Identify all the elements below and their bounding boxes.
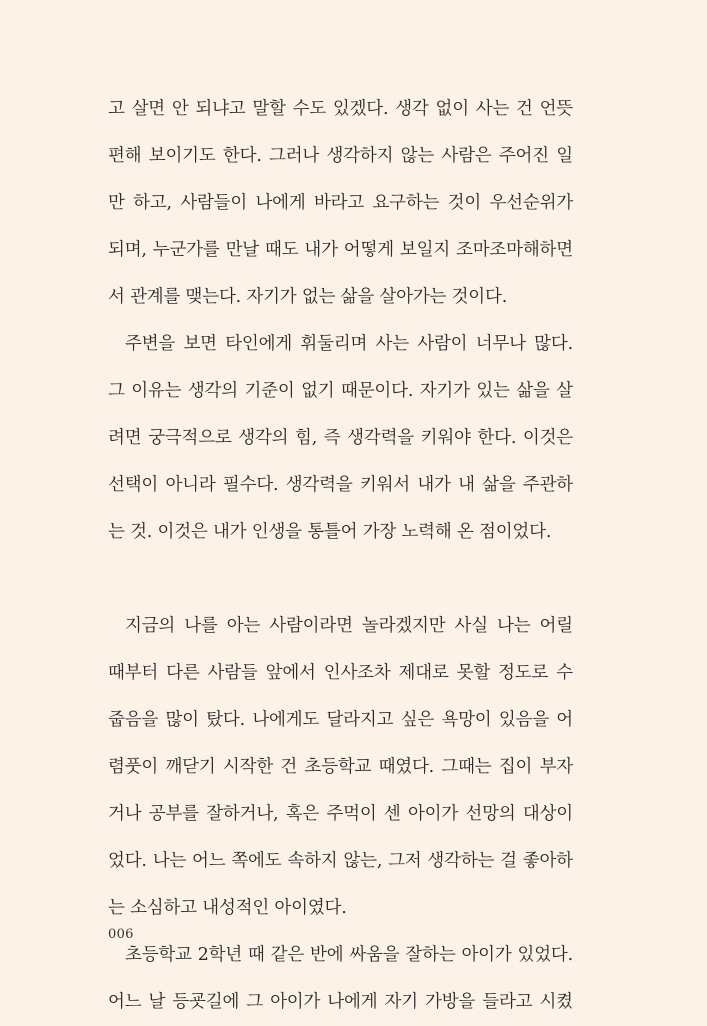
word: 주변을	[125, 334, 176, 354]
word: 탔다.	[206, 710, 245, 730]
text-line: 서 관계를 맺는다. 자기가 없는 삶을 살아가는 것이다.	[108, 287, 508, 307]
word: 수도	[292, 99, 327, 119]
word: 생각	[395, 99, 429, 119]
word: 잘하는	[405, 945, 456, 965]
word: 언뜻	[539, 99, 573, 119]
word: 쪽에도	[231, 851, 282, 871]
word: 내가	[417, 475, 451, 495]
word: 많다.	[534, 334, 573, 354]
word: 나에게도	[252, 710, 320, 730]
word: 제대로	[398, 663, 449, 683]
word: 누군가를	[152, 240, 220, 260]
word: 보이기도	[148, 146, 216, 166]
word: 삶을	[516, 381, 550, 401]
word: 등굣길에	[172, 992, 240, 1012]
text-line	[108, 603, 573, 650]
word: 때부터	[108, 663, 159, 683]
text-line	[108, 227, 573, 274]
word: 다른	[166, 663, 200, 683]
word: 나는	[497, 616, 531, 636]
word: 우선순위가	[489, 193, 573, 213]
word: 어느	[108, 992, 142, 1012]
word: 들라고	[482, 992, 533, 1012]
text-line	[108, 744, 573, 791]
word: 있음을	[498, 710, 549, 730]
word: 있는	[476, 381, 510, 401]
word: 내	[458, 475, 475, 495]
word: 휘둘리며	[300, 334, 368, 354]
word: 잘하거나,	[206, 804, 279, 824]
word: 욕망이	[441, 710, 492, 730]
word: 사람들이	[180, 193, 248, 213]
word: 공부를	[148, 804, 199, 824]
word: 없기	[301, 381, 335, 401]
word: 키워야	[420, 428, 471, 448]
word: 생각의	[238, 428, 289, 448]
word: 살	[556, 381, 573, 401]
word: 이것은	[522, 428, 573, 448]
text-line: 는 소심하고 내성적인 아이였다.	[108, 898, 347, 918]
word: 집이	[498, 757, 533, 777]
word: 생각의	[187, 381, 238, 401]
word: 않는	[400, 146, 435, 166]
body-text	[108, 86, 573, 1026]
word: 아이가	[407, 804, 459, 824]
word: 초등학교	[304, 757, 372, 777]
word: 놀라겠지만	[361, 616, 446, 636]
word: 있었다.	[517, 945, 573, 965]
word: 사람이	[417, 334, 468, 354]
word: 삶을	[482, 475, 516, 495]
word: 정도로	[498, 663, 549, 683]
word: 그	[108, 381, 125, 401]
word: 아니라	[165, 475, 216, 495]
word: 초등학교	[125, 945, 192, 965]
word: 되냐고	[195, 99, 246, 119]
word: 기준이	[244, 381, 295, 401]
word: 그저	[388, 851, 422, 871]
word: 아는	[226, 616, 261, 636]
word: 너무나	[475, 334, 526, 354]
word: 나를	[184, 616, 218, 636]
word: 때도	[264, 240, 299, 260]
text-line	[108, 838, 573, 885]
word: 못할	[456, 663, 491, 683]
word: 거나	[108, 804, 142, 824]
word: 건	[280, 757, 298, 777]
word: 내가	[304, 240, 338, 260]
word: 나에게	[255, 193, 306, 213]
word: 인사조차	[323, 663, 391, 683]
word: 수	[556, 663, 573, 683]
word: 것이	[447, 193, 482, 213]
word: 이유는	[131, 381, 182, 401]
text-line	[108, 86, 573, 133]
word: 키워서	[359, 475, 410, 495]
word: 사람들	[207, 663, 258, 683]
word: 나는	[152, 851, 187, 871]
word: 아이가	[270, 992, 321, 1012]
word: 선택이	[108, 475, 159, 495]
word: 선망의	[465, 804, 516, 824]
text-line: 는 것. 이것은 내가 인생을 통틀어 가장 노력해 온 점이었다.	[108, 522, 552, 542]
text-line	[108, 932, 573, 979]
word: 속하지	[287, 851, 338, 871]
word: 사는	[475, 99, 510, 119]
word: 깨닫기	[165, 757, 216, 777]
text-line	[108, 697, 573, 744]
word: 부자	[539, 757, 573, 777]
word: 즉	[323, 428, 341, 448]
word: 그러나	[269, 146, 320, 166]
word: 달라지고	[326, 710, 394, 730]
page-number: 006	[108, 927, 134, 942]
text-line	[108, 368, 573, 415]
text-line	[108, 791, 573, 838]
word: 렴풋이	[108, 757, 159, 777]
word: 보일지	[399, 240, 451, 260]
word: 주어진	[498, 146, 549, 166]
word: 어릴	[539, 616, 573, 636]
word: 센	[383, 804, 401, 824]
word: 생각력을	[347, 428, 414, 448]
word: 때문이다.	[341, 381, 414, 401]
word: 사는	[375, 334, 409, 354]
word: 한다.	[477, 428, 517, 448]
word: 걸	[500, 851, 517, 871]
word: 되며,	[108, 240, 147, 260]
word: 보면	[183, 334, 217, 354]
word: 시작한	[222, 757, 274, 777]
word: 건	[516, 99, 533, 119]
word: 사람이라면	[269, 616, 353, 636]
text-line	[108, 133, 573, 180]
word: 그	[246, 992, 263, 1012]
text-line	[108, 650, 573, 697]
word: 있겠다.	[332, 99, 389, 119]
word: 조마조마해하면	[456, 240, 573, 260]
word: 주관하	[522, 475, 573, 495]
section-gap	[108, 556, 573, 603]
word: 자기가	[419, 381, 470, 401]
word: 생각하지	[326, 146, 394, 166]
word: 2학년	[197, 945, 243, 965]
word: 없이	[435, 99, 469, 119]
word: 사람은	[441, 146, 492, 166]
word: 때	[248, 945, 265, 965]
word: 대상이	[522, 804, 573, 824]
word: 지금의	[125, 616, 176, 636]
word: 어떻게	[343, 240, 394, 260]
word: 만날	[225, 240, 259, 260]
word: 타인에게	[225, 334, 293, 354]
word: 싶은	[400, 710, 435, 730]
word: 않는,	[343, 851, 383, 871]
word: 고	[108, 99, 125, 119]
word: 려면	[108, 428, 142, 448]
word: 혹은	[285, 804, 320, 824]
word: 아이가	[461, 945, 512, 965]
word: 사실	[454, 616, 488, 636]
word: 어느	[192, 851, 226, 871]
word: 바라고	[313, 193, 365, 213]
word: 생각하는	[427, 851, 495, 871]
text-line	[108, 462, 573, 509]
word: 말할	[252, 99, 286, 119]
word: 좋아하	[522, 851, 573, 871]
word: 날	[148, 992, 166, 1012]
word: 반에	[310, 945, 344, 965]
word: 많이	[165, 710, 199, 730]
word: 시켰	[539, 992, 573, 1012]
word: 궁극적으로	[148, 428, 232, 448]
text-line	[108, 415, 573, 462]
word: 편해	[108, 146, 142, 166]
word: 어	[556, 710, 573, 730]
word: 하고,	[133, 193, 172, 213]
word: 힘,	[295, 428, 318, 448]
word: 싸움을	[349, 945, 400, 965]
word: 때였다.	[378, 757, 435, 777]
word: 자기	[384, 992, 418, 1012]
word: 줍음을	[108, 710, 159, 730]
word: 요구하는	[372, 193, 440, 213]
word: 가방을	[425, 992, 476, 1012]
word: 필수다.	[222, 475, 279, 495]
word: 일	[556, 146, 573, 166]
word: 그때는	[441, 757, 492, 777]
word: 앞에서	[265, 663, 316, 683]
word: 안	[171, 99, 189, 119]
word: 같은	[270, 945, 305, 965]
word: 나에게	[327, 992, 378, 1012]
text-line	[108, 979, 573, 1026]
word: 살면	[131, 99, 165, 119]
word: 생각력을	[285, 475, 353, 495]
word: 주먹이	[326, 804, 377, 824]
text-line	[108, 321, 573, 368]
text-line	[108, 180, 573, 227]
word: 만	[108, 193, 125, 213]
word: 었다.	[108, 851, 147, 871]
word: 한다.	[222, 146, 262, 166]
